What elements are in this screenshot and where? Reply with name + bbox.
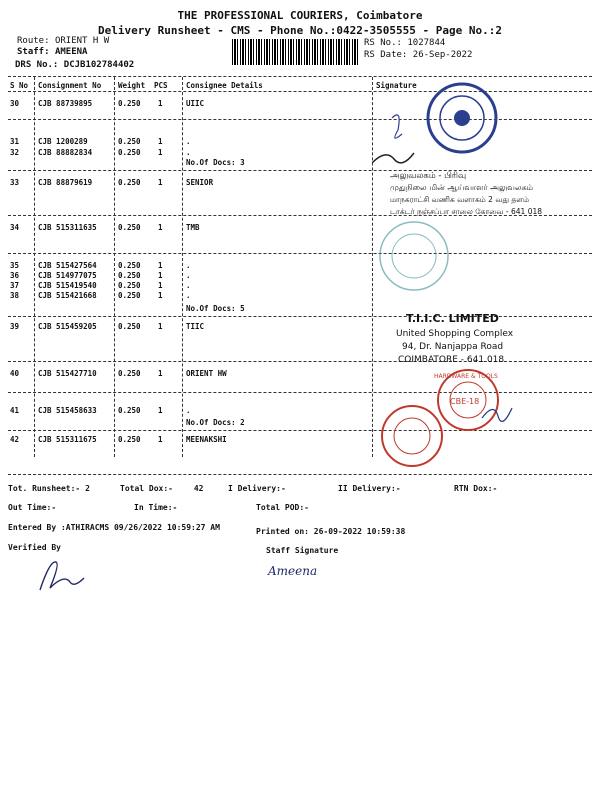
row-pcs: 1 bbox=[158, 148, 163, 157]
entered-by: Entered By :ATHIRACMS 09/26/2022 10:59:27 AM bbox=[8, 523, 220, 532]
row-sno: 39 bbox=[10, 322, 20, 331]
hardware-stamp-city: CBE-18 bbox=[450, 397, 480, 406]
row-consignee: . bbox=[186, 281, 191, 290]
row-weight: 0.250 bbox=[118, 99, 141, 108]
round-seal-hardware bbox=[434, 370, 498, 430]
company-title: THE PROFESSIONAL COURIERS, Coimbatore bbox=[177, 9, 423, 22]
row-consignment: CJB 88882834 bbox=[38, 148, 93, 157]
route-label: Route: bbox=[17, 36, 50, 46]
signature-scribble bbox=[392, 115, 402, 138]
docs-count-note: No.Of Docs: 3 bbox=[186, 158, 245, 167]
row-consignment: CJB 1200289 bbox=[38, 137, 88, 146]
row-sno: 41 bbox=[10, 406, 20, 415]
rtn-dox: RTN Dox:- bbox=[454, 484, 498, 493]
row-consignment: CJB 515427564 bbox=[38, 261, 97, 270]
total-dox-value: 42 bbox=[193, 484, 204, 493]
col-header-weight: Weight bbox=[118, 81, 146, 90]
staff-value: AMEENA bbox=[54, 47, 88, 57]
out-time: Out Time:- bbox=[8, 503, 57, 512]
rs-no-field bbox=[364, 38, 445, 48]
row-consignee: TIIC bbox=[186, 322, 205, 331]
total-pod: Total POD:- bbox=[256, 503, 309, 512]
tiic-stamp-line: COIMBATORE - 641 018 bbox=[398, 355, 505, 365]
tiic-stamp-line: United Shopping Complex bbox=[396, 329, 514, 339]
row-consignment: CJB 515421668 bbox=[38, 291, 97, 300]
tiic-stamp-line: 94, Dr. Nanjappa Road bbox=[402, 342, 504, 352]
row-pcs: 1 bbox=[158, 178, 163, 187]
row-pcs: 1 bbox=[158, 261, 163, 270]
row-weight: 0.250 bbox=[118, 435, 141, 444]
table-bottom-rule bbox=[8, 474, 592, 475]
row-consignment: CJB 515427710 bbox=[38, 369, 97, 378]
row-sno: 35 bbox=[10, 261, 20, 270]
round-seal-uiic bbox=[428, 84, 496, 152]
drs-field bbox=[15, 60, 134, 70]
row-consignment: CJB 515311675 bbox=[38, 435, 97, 444]
in-time: In Time:- bbox=[134, 503, 178, 512]
row-weight: 0.250 bbox=[118, 178, 141, 187]
col-header-consignment: Consignment No bbox=[38, 81, 102, 90]
row-weight: 0.250 bbox=[118, 271, 141, 280]
row-pcs: 1 bbox=[158, 406, 163, 415]
col-divider bbox=[34, 77, 35, 457]
docs-count-note: No.Of Docs: 5 bbox=[186, 304, 245, 313]
verified-by: Verified By bbox=[8, 543, 61, 552]
total-runsheet: Tot. Runsheet:- 2 bbox=[8, 484, 90, 493]
staff-signature-label: Staff Signature bbox=[266, 546, 339, 555]
row-weight: 0.250 bbox=[118, 322, 141, 331]
drs-value: DCJB102784402 bbox=[63, 60, 135, 70]
office-stamp-line: முதுநிலை மின் ஆய்வாளர் அலுவலகம் bbox=[390, 183, 534, 192]
row-consignment: CJB 515459205 bbox=[38, 322, 97, 331]
row-weight: 0.250 bbox=[118, 137, 141, 146]
row-consignment: CJB 515311635 bbox=[38, 223, 97, 232]
stamps-area bbox=[372, 78, 597, 473]
row-sno: 40 bbox=[10, 369, 20, 378]
route-field bbox=[17, 36, 109, 46]
staff-field bbox=[17, 47, 87, 57]
row-consignee: UIIC bbox=[186, 99, 205, 108]
signature-scribble bbox=[372, 153, 414, 163]
total-dox-label: Total Dox:- bbox=[120, 484, 173, 493]
row-sno: 34 bbox=[10, 223, 20, 232]
col-header-consignee: Consignee Details bbox=[186, 81, 263, 90]
row-consignee: ORIENT HW bbox=[186, 369, 227, 378]
row-consignee: TMB bbox=[186, 223, 200, 232]
row-weight: 0.250 bbox=[118, 369, 141, 378]
row-consignee: . bbox=[186, 291, 191, 300]
row-pcs: 1 bbox=[158, 281, 163, 290]
row-weight: 0.250 bbox=[118, 261, 141, 270]
row-consignee: MEENAKSHI bbox=[186, 435, 227, 444]
row-pcs: 1 bbox=[158, 291, 163, 300]
row-consignee: . bbox=[186, 137, 191, 146]
barcode bbox=[232, 39, 360, 65]
rs-no-label: RS No.: bbox=[364, 38, 402, 48]
row-weight: 0.250 bbox=[118, 291, 141, 300]
total-dox bbox=[120, 484, 203, 493]
col-divider bbox=[182, 77, 183, 457]
row-pcs: 1 bbox=[158, 435, 163, 444]
row-consignee: . bbox=[186, 406, 191, 415]
row-sno: 31 bbox=[10, 137, 20, 146]
row-sno: 36 bbox=[10, 271, 20, 280]
row-weight: 0.250 bbox=[118, 148, 141, 157]
row-sno: 32 bbox=[10, 148, 20, 157]
row-pcs: 1 bbox=[158, 223, 163, 232]
rs-no-value: 1027844 bbox=[407, 38, 446, 48]
row-consignee: SENIOR bbox=[186, 178, 214, 187]
hardware-stamp-text: HARDWARE & TOOLS bbox=[434, 373, 498, 380]
row-consignee: . bbox=[186, 148, 191, 157]
route-value: ORIENT H W bbox=[54, 36, 110, 46]
docs-count-note: No.Of Docs: 2 bbox=[186, 418, 245, 427]
table-top-rule bbox=[8, 76, 592, 77]
row-sno: 37 bbox=[10, 281, 20, 290]
row-consignment: CJB 88879619 bbox=[38, 178, 93, 187]
row-weight: 0.250 bbox=[118, 223, 141, 232]
row-sno: 30 bbox=[10, 99, 20, 108]
staff-label: Staff: bbox=[17, 47, 50, 57]
row-consignment: CJB 515419540 bbox=[38, 281, 97, 290]
staff-signature: Ameena bbox=[268, 564, 318, 578]
rs-date-field bbox=[364, 50, 472, 60]
col-header-signature: Signature bbox=[376, 81, 417, 90]
col-divider bbox=[114, 77, 115, 457]
row-sno: 33 bbox=[10, 178, 20, 187]
rs-date-value: 26-Sep-2022 bbox=[412, 50, 473, 60]
row-sno: 38 bbox=[10, 291, 20, 300]
row-weight: 0.250 bbox=[118, 281, 141, 290]
drs-label: DRS No.: bbox=[15, 60, 59, 70]
verifier-signature bbox=[34, 556, 94, 596]
tiic-stamp-name: T.I.I.C. LIMITED bbox=[406, 312, 499, 325]
row-consignee: . bbox=[186, 271, 191, 280]
row-pcs: 1 bbox=[158, 99, 163, 108]
office-stamp-line: அலுவலகம் - பிரிவு bbox=[390, 171, 467, 181]
row-pcs: 1 bbox=[158, 322, 163, 331]
row-consignment: CJB 514977075 bbox=[38, 271, 97, 280]
row-weight: 0.250 bbox=[118, 406, 141, 415]
printed-on: Printed on: 26-09-2022 10:59:38 bbox=[256, 527, 406, 536]
row-sno: 42 bbox=[10, 435, 20, 444]
round-seal-tmb bbox=[380, 222, 448, 290]
row-consignment: CJB 88739895 bbox=[38, 99, 93, 108]
ii-delivery: II Delivery:- bbox=[338, 484, 401, 493]
office-stamp-line: மாநகராட்சி வணிக வளாகம் 2 வது தளம் bbox=[390, 195, 530, 204]
round-seal-meenakshi bbox=[382, 406, 442, 466]
rs-date-label: RS Date: bbox=[364, 50, 408, 60]
i-delivery: I Delivery:- bbox=[228, 484, 286, 493]
row-pcs: 1 bbox=[158, 369, 163, 378]
row-consignee: . bbox=[186, 261, 191, 270]
office-stamp-line: டாக்டர் நஞ்சப்பா சாலை கோவை - 641 018 bbox=[390, 207, 543, 216]
runsheet-subtitle: Delivery Runsheet - CMS - Phone No.:0422-3505555 - Page No.:2 bbox=[98, 24, 502, 37]
row-pcs: 1 bbox=[158, 271, 163, 280]
row-pcs: 1 bbox=[158, 137, 163, 146]
col-header-sno: S No bbox=[10, 81, 29, 90]
row-consignment: CJB 515458633 bbox=[38, 406, 97, 415]
col-header-pcs: PCS bbox=[154, 81, 168, 90]
